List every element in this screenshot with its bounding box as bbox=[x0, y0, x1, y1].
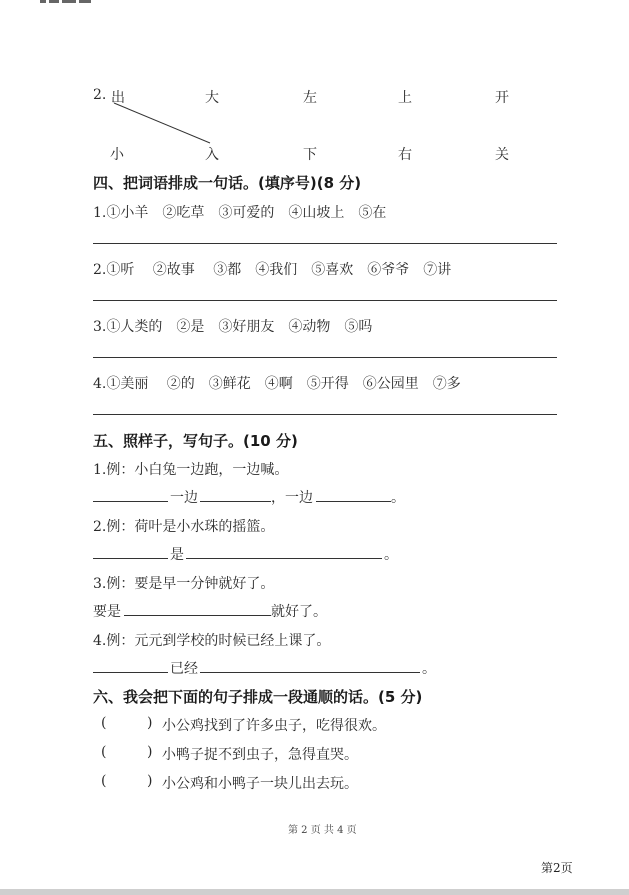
answer-line-2 bbox=[93, 300, 557, 301]
fill-blank bbox=[316, 501, 391, 502]
answer-line-3 bbox=[93, 357, 557, 358]
match-label: 2. bbox=[93, 87, 107, 103]
section6-title: 六、我会把下面的句子排成一段通顺的话。(5 分) bbox=[93, 688, 423, 706]
section6-item-1: 小公鸡找到了许多虫子，吃得很欢。 bbox=[162, 718, 386, 734]
section5-example-2: 2.例：荷叶是小水珠的摇篮。 bbox=[93, 519, 275, 535]
page-bottom-edge bbox=[0, 889, 629, 895]
match-bottom-3: 下 bbox=[303, 147, 317, 163]
section4-title: 四、把词语排成一句话。(填序号)(8 分) bbox=[93, 174, 362, 192]
match-top-4: 上 bbox=[398, 90, 412, 106]
fill-blank bbox=[200, 672, 420, 673]
paren-close: ) bbox=[147, 715, 153, 731]
match-bottom-2: 入 bbox=[205, 147, 219, 163]
paren-open: ( bbox=[101, 715, 107, 731]
section5-example-4: 4.例：元元到学校的时候已经上课了。 bbox=[93, 633, 331, 649]
section4-item-4: 4.①美丽 ②的 ③鲜花 ④啊 ⑤开得 ⑥公园里 ⑦多 bbox=[93, 376, 461, 392]
section4-item-1: 1.①小羊 ②吃草 ③可爱的 ④山坡上 ⑤在 bbox=[93, 205, 387, 221]
ex1-text-a: 一边 bbox=[170, 490, 198, 506]
section6-item-2: 小鸭子捉不到虫子，急得直哭。 bbox=[162, 747, 358, 763]
ex2-text-b: 。 bbox=[384, 547, 398, 563]
section6-item-3: 小公鸡和小鸭子一块儿出去玩。 bbox=[162, 776, 358, 792]
match-bottom-1: 小 bbox=[110, 147, 124, 163]
fill-blank bbox=[200, 501, 271, 502]
answer-line-1 bbox=[93, 243, 557, 244]
page-footer: 第 2 页 共 4 页 bbox=[288, 825, 357, 836]
ex1-text-b: ，一边 bbox=[271, 490, 313, 506]
match-bottom-4: 右 bbox=[398, 147, 412, 163]
section5-title: 五、照样子，写句子。(10 分) bbox=[93, 432, 298, 450]
fill-blank bbox=[93, 558, 168, 559]
paren-open: ( bbox=[101, 744, 107, 760]
ex3-text-a: 要是 bbox=[93, 604, 121, 620]
ex4-text-a: 已经 bbox=[170, 661, 198, 677]
fill-blank bbox=[124, 615, 271, 616]
fill-blank bbox=[186, 558, 382, 559]
ex3-text-b: 就好了。 bbox=[271, 604, 327, 620]
ex2-text-a: 是 bbox=[170, 547, 184, 563]
fill-blank bbox=[93, 672, 168, 673]
section4-item-2: 2.①听 ②故事 ③都 ④我们 ⑤喜欢 ⑥爷爷 ⑦讲 bbox=[93, 262, 452, 278]
section5-example-1: 1.例：小白兔一边跑，一边喊。 bbox=[93, 462, 289, 478]
section4-item-3: 3.①人类的 ②是 ③好朋友 ④动物 ⑤吗 bbox=[93, 319, 373, 335]
match-bottom-5: 关 bbox=[495, 147, 509, 163]
match-top-2: 大 bbox=[205, 90, 219, 106]
match-top-3: 左 bbox=[303, 90, 317, 106]
fill-blank bbox=[93, 501, 168, 502]
match-top-1: 出 bbox=[111, 90, 125, 106]
paren-close: ) bbox=[147, 744, 153, 760]
ex1-text-c: 。 bbox=[391, 490, 405, 506]
paren-close: ) bbox=[147, 773, 153, 789]
section5-example-3: 3.例：要是早一分钟就好了。 bbox=[93, 576, 275, 592]
ex4-text-b: 。 bbox=[422, 661, 436, 677]
answer-line-4 bbox=[93, 414, 557, 415]
paren-open: ( bbox=[101, 773, 107, 789]
page-number: 第2页 bbox=[541, 861, 573, 875]
match-top-5: 开 bbox=[495, 90, 509, 106]
